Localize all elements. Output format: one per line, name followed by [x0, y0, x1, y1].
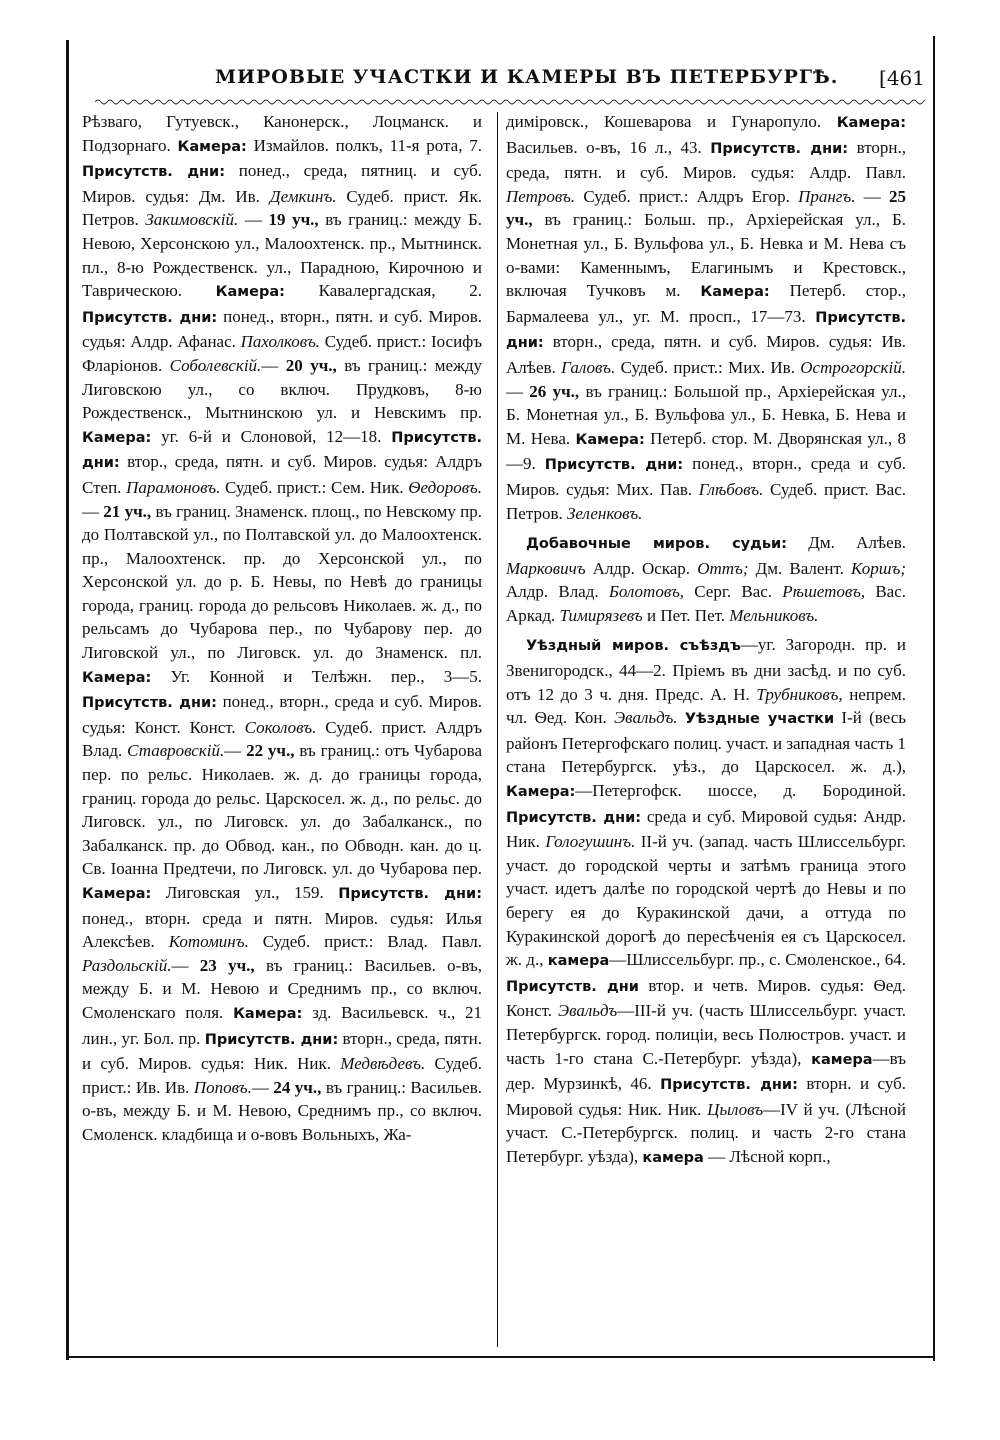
left-column [82, 110, 482, 1350]
label-text: Присутств. дни: [82, 309, 218, 326]
body-text: Петерб. стор., Бармалеева ул., уг. М. просп., 17—73. [506, 281, 906, 326]
left-border-line [66, 40, 69, 1360]
body-text: зд. Васильевск. ч., 21 лин., уг. Бол. пр. [82, 1002, 482, 1048]
paragraph [506, 531, 906, 627]
body-text: среда и суб. Мировой судья: Андр. Ник. [506, 806, 906, 852]
district-number: 19 уч., [268, 210, 319, 230]
header-title: МИРОВЫЕ УЧАСТКИ И КАМЕРЫ ВЪ ПЕТЕРБУРГѢ. [215, 66, 839, 88]
body-text: Уг. Конной и Телѣжн. пер., 3—5. [151, 666, 482, 686]
body-text: понед., среда, пятниц. и суб. Миров. судья: Дм. Ив. [82, 161, 483, 206]
label-text: Присутств. дни: [338, 886, 482, 902]
label-text: Камера: [836, 115, 906, 131]
label-text: Присутств. дни: [660, 1077, 798, 1094]
body-text: Рѣзваго, Гутуевск., Канонерск., Лоцманск. и Подзорнаго. [82, 112, 482, 155]
label-text: камера [811, 1051, 873, 1068]
name-text: Цыловъ [707, 1099, 764, 1119]
body-text: —Шлиссельбург. пр., с. Смоленское., 64. [609, 950, 906, 970]
name-text: Тимирязевъ [559, 605, 643, 625]
name-text: Гологушинъ. [545, 832, 636, 852]
district-number: 22 уч., [246, 741, 295, 761]
name-text: Болотовъ, [608, 582, 685, 602]
body-text: —ІІІ-й уч. (часть Шлиссельбург. участ. Петербургск. город. полиціи, весь Полюстров. участ. и часть 1-го стана С.-Петербург. уѣзда), [506, 1001, 907, 1068]
label-text: Присутств. дни: [204, 1031, 339, 1048]
body-text: въ границ.: Васильев. о-въ, между Б. и М. Невою, Среднимъ пр., со включ. Смоленск. кладбища и о-вовъ Вольныхъ, Жа- [82, 1077, 483, 1144]
right-column [506, 110, 906, 1350]
body-text: въ границ.: Большой пр., Архіерейская ул., Б. Монетная ул., Б. Вульфова ул., Б. Невка, Б. Нева и М. Нева. [506, 381, 907, 448]
body-text: —Петергофск. шоссе, д. Бородиной. [575, 781, 906, 801]
district-number: 25 уч., [506, 186, 907, 230]
paragraph [506, 633, 906, 1170]
body-text: — [251, 1077, 274, 1097]
body-text [678, 708, 685, 727]
name-text: Пахолковъ. [240, 332, 321, 352]
name-text: Медвѣдевъ. [340, 1054, 426, 1074]
name-text: Мельниковъ. [729, 605, 819, 625]
body-text: —IV й уч. (Лѣсной участ. С.-Петербургск. полиц. и часть 2-го стана Петербург. уѣзда), [506, 1099, 906, 1166]
label-text: Камера: [506, 784, 576, 801]
body-text: —уг. Загородн. пр. и Звенигородск., 44—2. Пріемъ въ дни засѣд. и по суб. отъ 12 до 3 ч. дня. Предс. А. Н. [506, 635, 907, 704]
body-text: — [855, 186, 890, 206]
body-text: Судеб. прист.: Влад. Павл. [248, 932, 482, 952]
body-text: понед., вторн. среда и пятн. Миров. судья: Илья Алексѣев. [82, 908, 482, 952]
body-text: І-й (весь районъ Петергофскаго полиц. участ. и западная часть 1 стана Петербургск. уѣз., до Царскосел. ж. д.), [506, 708, 906, 777]
name-text: Глѣбовъ. [698, 479, 764, 499]
body-text: ІІ-й уч. (запад. часть Шлиссельбург. участ. до городской черты и затѣмъ граница этого участ. идетъ далѣе по городской чертѣ до Невы и по берегу ея до Куракинской дачи, а оттуда по Куракинской дорогѣ до пересѣченія ея съ Царскосел. ж. д., [506, 832, 906, 970]
name-text: Прангъ. [798, 186, 856, 206]
body-text: Петерб. стор. М. Дворянская ул., 8—9. [506, 428, 906, 474]
label-text: Присутств. дни: [506, 809, 642, 826]
label-text: Присутств. дни: [506, 309, 906, 352]
name-text: Демкинъ. [269, 186, 337, 206]
name-text: Трубниковъ, [756, 684, 843, 704]
body-text: —въ дер. Мурзинкѣ, 46. [506, 1048, 906, 1094]
name-text: Парамоновъ. [126, 477, 221, 497]
label-text: Присутств. дни: [82, 695, 217, 712]
name-text: Коршъ; [851, 558, 907, 578]
name-text: Рѣшетовъ, [782, 582, 866, 602]
body-text: уг. 6-й и Слоновой, 12—18. [151, 426, 392, 446]
label-text: Камера: [177, 138, 247, 155]
name-text: Ставровскій. [127, 741, 225, 761]
label-text: Присутств. дни [506, 978, 639, 995]
body-text: Судеб. прист.: Ив. Ив. [82, 1054, 482, 1097]
page-number: [461 [879, 66, 925, 90]
body-text: Васильев. о-въ, 16 л., 43. [506, 137, 711, 157]
body-text: Лиговская ул., 159. [151, 883, 339, 902]
label-text: Присутств. дни: [710, 140, 849, 157]
name-text: Котоминъ. [168, 932, 249, 952]
body-text: вторн., среда, пятн. и суб. Миров. судья: Ив. Алѣев. [506, 332, 906, 377]
district-number: 21 уч., [103, 501, 152, 521]
body-text: Судеб. прист.: Мих. Ив. [615, 357, 801, 377]
body-text: Дм. Алѣев. [786, 533, 906, 553]
body-text: въ границ.: между Б. Невою, Херсонскою ул., Малоохтенск. пр., Мытнинск. пл., 8-ю Рождественск. ул., Парадною, Кирочною и Таврическою. [82, 210, 482, 301]
body-text: Судеб. прист. Як. Петров. [82, 186, 483, 230]
label-text: Уѣздный миров. съѣздъ [526, 638, 741, 655]
column-separator [497, 112, 498, 1347]
body-text: — [224, 741, 247, 761]
name-text: Поповъ. [193, 1077, 252, 1097]
paragraph [506, 110, 906, 525]
body-text: и Пет. Пет. [642, 605, 730, 625]
body-text: — Лѣсной корп., [703, 1146, 831, 1166]
body-text: втор. и четв. Миров. судья: Ѳед. Конст. [506, 975, 906, 1021]
body-text: вторн., среда, пятн. и суб. Миров. судья: Ник. Ник. [82, 1028, 483, 1074]
district-number: 23 уч., [199, 955, 255, 975]
name-text: Соболевскій. [169, 355, 262, 375]
body-text: Судеб. прист. Алдръ Влад. [82, 717, 482, 761]
district-number: 20 уч., [285, 355, 337, 375]
label-text: Присутств. дни: [544, 457, 684, 474]
name-text: Галовъ. [561, 357, 616, 377]
body-text: Алдр. Оскар. [585, 558, 698, 578]
body-text: Серг. Вас. [684, 582, 783, 602]
body-text: Вас. Аркад. [506, 582, 906, 625]
name-text: Закимовскій. [145, 210, 239, 230]
running-header [95, 66, 925, 100]
label-text: Камера: [82, 669, 152, 686]
body-text: въ границ.: между Лиговскою ул., со включ. Прудковъ, 8-ю Рождественск., Мытнинскою ул. и Невскимъ пр. [82, 355, 482, 423]
body-text: Кавалергадская, 2. [284, 281, 482, 301]
body-text: — [82, 501, 104, 521]
label-text: Присутств. дни: [82, 164, 226, 181]
label-text: Камера: [82, 886, 152, 902]
right-border-line [933, 36, 935, 1361]
body-text: въ границ.: отъ Чубарова пер. по рельс. Николаев. ж. д. до границы города, границ. города до рельс. Царскосел. ж. д., по рельс. до Лиговск. ул., по Лиговск. ул. до Забалканск., по Забалканск. пр. до Обвод. кан., по Обводн. кан. до ц. Св. Іоанна Предтечи, по Лиговск. ул. до Чубарова пер. [82, 741, 482, 879]
body-text: — [171, 955, 200, 975]
bottom-rule [66, 1356, 935, 1358]
body-text: въ границ. Знаменск. площ., по Невскому пр. до Полтавской ул., по Полтавской ул. до Малоохтенск. пр., Малоохтенск. пр. до Херсонской ул., по Херсонской ул. до р. Б. Невы, по Невѣ до границы города, границ. города до рельсовъ Николаев. ж. д., по рельсамъ до Чубарова пер., по Чубарову пер. до Лиговской ул., по Лиговск. ул. до Знаменск. пл. [82, 501, 483, 663]
label-text: Добавочные миров. судьи: [526, 536, 787, 553]
name-text: Эвальдъ. [614, 708, 678, 728]
body-text: — [238, 210, 269, 230]
district-number: 24 уч., [273, 1077, 322, 1097]
paragraph [82, 110, 482, 1147]
label-text: Камера: [215, 284, 285, 301]
body-text: диміровск., Кошеварова и Гунаропуло. [506, 112, 837, 131]
body-text: втор., среда, пятн. и суб. Миров. судья: Алдръ Степ. [82, 452, 482, 497]
body-text: Судеб. прист.: Сем. Ник. [220, 477, 409, 497]
label-text: Камера: [700, 284, 770, 301]
name-text: Оттъ; [697, 558, 749, 578]
body-text: понед., вторн., пятн. и суб. Миров. судья: Алдр. Афанас. [82, 306, 482, 352]
body-text: понед., вторн., среда и суб. Миров. судья: Конст. Конст. [82, 692, 482, 737]
body-text: Измайлов. полкъ, 11-я рота, 7. [246, 135, 483, 155]
body-text: непрем. чл. Ѳед. Кон. [506, 684, 906, 728]
body-text: — [261, 355, 286, 375]
label-text: Присутств. дни: [82, 429, 482, 472]
header-wavy-rule [95, 98, 925, 106]
name-text: Ѳедоровъ. [408, 477, 482, 497]
label-text: камера [547, 953, 610, 970]
body-text: вторн. и суб. Мировой судья: Ник. Ник. [506, 1074, 906, 1119]
name-text: Раздольскій. [82, 955, 172, 975]
label-text: Уѣздные участки [684, 711, 835, 728]
body-text: — [506, 381, 530, 401]
body-text: въ границ.: Васильев. о-въ, между Б. и М. Невою и Среднимъ пр., со включ. Смоленскаго поля. [82, 955, 482, 1022]
name-text: Соколовъ. [244, 717, 317, 737]
name-text: Острогорскій. [800, 357, 906, 377]
body-text: Алдр. Влад. [506, 582, 609, 602]
body-text: Судеб. прист. Вас. Петров. [506, 479, 907, 523]
district-number: 26 уч., [529, 381, 580, 401]
body-text: понед., вторн., среда и суб. Миров. судья: Мих. Пав. [506, 454, 906, 499]
name-text: Петровъ. [506, 186, 576, 206]
body-text: Дм. Валент. [748, 558, 852, 578]
name-text: Эвальдъ [557, 1001, 618, 1021]
label-text: камера [642, 1149, 704, 1166]
name-text: Зеленковъ. [567, 503, 643, 523]
label-text: Камера: [575, 431, 645, 448]
body-text: Судеб. прист.: Алдръ Егор. [575, 186, 799, 206]
name-text: Марковичъ [506, 558, 586, 578]
label-text: Камера: [82, 429, 152, 446]
body-text: Судеб. прист.: Іосифъ Фларіонов. [82, 332, 482, 375]
body-text: вторн., среда, пятн. и суб. Миров. судья: Алдр. Павл. [506, 137, 907, 183]
body-text: въ границ.: Больш. пр., Архіерейская ул., Б. Монетная ул., Б. Вульфова ул., Б. Невка и М. Нева съ о-вами: Каменнымъ, Елагинымъ и Крестовск., включая Тучковъ м. [506, 210, 906, 301]
label-text: Камера: [233, 1005, 303, 1022]
